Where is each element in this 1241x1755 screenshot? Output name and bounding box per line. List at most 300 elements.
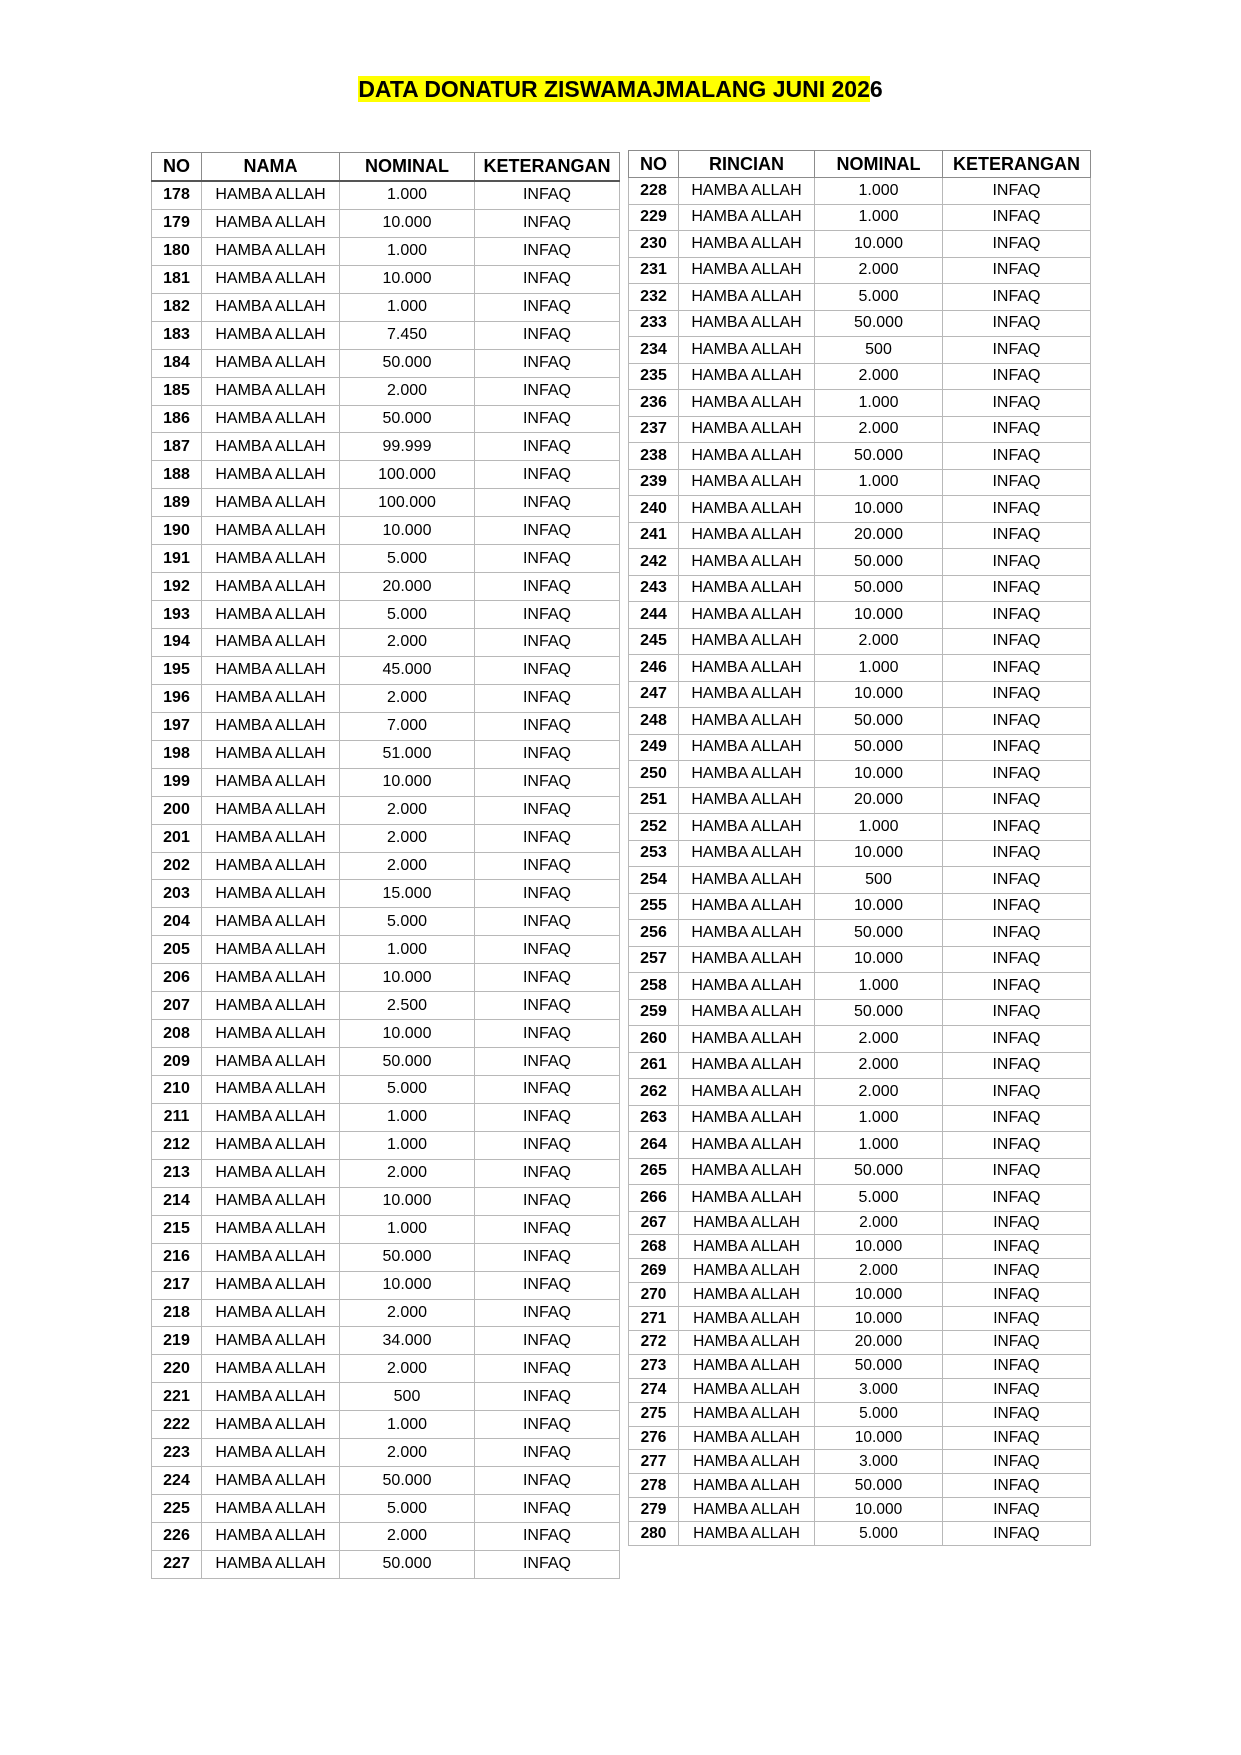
cell-keterangan: INFAQ — [475, 1076, 620, 1104]
cell-no: 214 — [152, 1187, 202, 1215]
cell-keterangan: INFAQ — [943, 575, 1091, 602]
table-body-left — [152, 181, 620, 1578]
cell-name: HAMBA ALLAH — [202, 1020, 340, 1048]
cell-no: 178 — [152, 181, 202, 209]
cell-nominal: 7.450 — [340, 321, 475, 349]
table-row — [629, 549, 1091, 576]
cell-no: 236 — [629, 390, 679, 417]
cell-nominal: 1.000 — [815, 655, 943, 682]
cell-name: HAMBA ALLAH — [202, 684, 340, 712]
cell-name: HAMBA ALLAH — [202, 1467, 340, 1495]
cell-keterangan: INFAQ — [475, 293, 620, 321]
cell-no: 234 — [629, 337, 679, 364]
cell-no: 194 — [152, 629, 202, 657]
cell-nominal: 20.000 — [815, 787, 943, 814]
cell-nominal: 2.000 — [340, 1523, 475, 1551]
cell-nominal: 10.000 — [340, 1187, 475, 1215]
cell-no: 278 — [629, 1474, 679, 1498]
cell-no: 189 — [152, 489, 202, 517]
cell-no: 233 — [629, 310, 679, 337]
table-row — [629, 231, 1091, 258]
cell-keterangan: INFAQ — [475, 1271, 620, 1299]
cell-name: HAMBA ALLAH — [202, 181, 340, 209]
cell-nominal: 1.000 — [815, 973, 943, 1000]
cell-keterangan: INFAQ — [475, 1523, 620, 1551]
cell-no: 246 — [629, 655, 679, 682]
cell-nominal: 10.000 — [340, 768, 475, 796]
cell-no: 211 — [152, 1103, 202, 1131]
table-row — [629, 363, 1091, 390]
cell-name: HAMBA ALLAH — [679, 1426, 815, 1450]
cell-no: 227 — [152, 1550, 202, 1578]
cell-nominal: 10.000 — [815, 1498, 943, 1522]
table-row — [629, 946, 1091, 973]
page-title-highlighted: DATA DONATUR ZISWAMAJMALANG JUNI 202 — [358, 76, 870, 102]
table-row — [629, 390, 1091, 417]
cell-name: HAMBA ALLAH — [679, 1235, 815, 1259]
cell-keterangan: INFAQ — [475, 1355, 620, 1383]
table-row — [152, 656, 620, 684]
cell-nominal: 2.000 — [340, 1355, 475, 1383]
cell-nominal: 2.000 — [340, 684, 475, 712]
cell-no: 273 — [629, 1354, 679, 1378]
table-row — [152, 1048, 620, 1076]
cell-nominal: 2.000 — [340, 1299, 475, 1327]
cell-no: 235 — [629, 363, 679, 390]
cell-no: 228 — [629, 178, 679, 205]
cell-keterangan: INFAQ — [943, 416, 1091, 443]
table-row — [152, 405, 620, 433]
cell-keterangan: INFAQ — [943, 231, 1091, 258]
page-title-rest: 6 — [869, 76, 883, 102]
cell-nominal: 20.000 — [815, 522, 943, 549]
cell-no: 239 — [629, 469, 679, 496]
cell-keterangan: INFAQ — [943, 204, 1091, 231]
cell-keterangan: INFAQ — [943, 1185, 1091, 1212]
table-row — [629, 681, 1091, 708]
cell-name: HAMBA ALLAH — [202, 489, 340, 517]
cell-nominal: 500 — [815, 867, 943, 894]
cell-nominal: 2.000 — [815, 628, 943, 655]
cell-name: HAMBA ALLAH — [202, 964, 340, 992]
cell-nominal: 2.000 — [815, 1026, 943, 1053]
cell-name: HAMBA ALLAH — [679, 893, 815, 920]
cell-keterangan: INFAQ — [475, 656, 620, 684]
cell-no: 203 — [152, 880, 202, 908]
table-row — [629, 1026, 1091, 1053]
cell-keterangan: INFAQ — [943, 787, 1091, 814]
cell-no: 224 — [152, 1467, 202, 1495]
cell-keterangan: INFAQ — [943, 1158, 1091, 1185]
cell-name: HAMBA ALLAH — [202, 1187, 340, 1215]
cell-keterangan: INFAQ — [943, 522, 1091, 549]
cell-nominal: 10.000 — [340, 265, 475, 293]
cell-keterangan: INFAQ — [943, 655, 1091, 682]
cell-keterangan: INFAQ — [475, 321, 620, 349]
cell-name: HAMBA ALLAH — [679, 840, 815, 867]
cell-no: 205 — [152, 936, 202, 964]
cell-name: HAMBA ALLAH — [202, 1271, 340, 1299]
page-title — [356, 74, 884, 104]
cell-no: 255 — [629, 893, 679, 920]
cell-name: HAMBA ALLAH — [202, 265, 340, 293]
table-row — [152, 1076, 620, 1104]
table-row — [152, 237, 620, 265]
cell-keterangan: INFAQ — [475, 545, 620, 573]
cell-no: 261 — [629, 1052, 679, 1079]
table-row — [629, 1283, 1091, 1307]
cell-no: 269 — [629, 1259, 679, 1283]
cell-keterangan: INFAQ — [475, 433, 620, 461]
table-row — [152, 349, 620, 377]
cell-nominal: 1.000 — [815, 390, 943, 417]
table-row — [152, 1411, 620, 1439]
cell-name: HAMBA ALLAH — [679, 257, 815, 284]
table-row — [629, 1450, 1091, 1474]
cell-name: HAMBA ALLAH — [202, 237, 340, 265]
table-row — [152, 1383, 620, 1411]
cell-nominal: 10.000 — [340, 1271, 475, 1299]
cell-keterangan: INFAQ — [943, 443, 1091, 470]
cell-nominal: 45.000 — [340, 656, 475, 684]
table-row — [629, 204, 1091, 231]
cell-name: HAMBA ALLAH — [202, 629, 340, 657]
cell-name: HAMBA ALLAH — [679, 734, 815, 761]
header-keterangan: KETERANGAN — [475, 153, 620, 182]
cell-no: 280 — [629, 1522, 679, 1546]
cell-name: HAMBA ALLAH — [202, 740, 340, 768]
cell-nominal: 50.000 — [815, 443, 943, 470]
header-nama: NAMA — [202, 153, 340, 182]
cell-name: HAMBA ALLAH — [202, 1243, 340, 1271]
cell-keterangan: INFAQ — [943, 496, 1091, 523]
cell-nominal: 50.000 — [815, 1354, 943, 1378]
cell-keterangan: INFAQ — [943, 1522, 1091, 1546]
cell-nominal: 1.000 — [340, 181, 475, 209]
cell-name: HAMBA ALLAH — [202, 545, 340, 573]
cell-keterangan: INFAQ — [475, 1467, 620, 1495]
cell-no: 240 — [629, 496, 679, 523]
table-row — [152, 1355, 620, 1383]
table-row — [152, 1467, 620, 1495]
cell-nominal: 50.000 — [340, 1550, 475, 1578]
cell-keterangan: INFAQ — [943, 1378, 1091, 1402]
table-row — [152, 1159, 620, 1187]
cell-name: HAMBA ALLAH — [202, 293, 340, 321]
cell-name: HAMBA ALLAH — [679, 681, 815, 708]
cell-name: HAMBA ALLAH — [679, 469, 815, 496]
cell-keterangan: INFAQ — [475, 880, 620, 908]
cell-no: 265 — [629, 1158, 679, 1185]
table-row — [152, 712, 620, 740]
cell-nominal: 10.000 — [815, 761, 943, 788]
cell-nominal: 500 — [815, 337, 943, 364]
cell-keterangan: INFAQ — [943, 257, 1091, 284]
table-row — [629, 867, 1091, 894]
cell-keterangan: INFAQ — [475, 1103, 620, 1131]
cell-keterangan: INFAQ — [475, 405, 620, 433]
cell-nominal: 1.000 — [815, 204, 943, 231]
cell-nominal: 10.000 — [340, 209, 475, 237]
cell-keterangan: INFAQ — [475, 992, 620, 1020]
cell-nominal: 20.000 — [815, 1330, 943, 1354]
cell-name: HAMBA ALLAH — [679, 178, 815, 205]
table-row — [629, 178, 1091, 205]
cell-no: 248 — [629, 708, 679, 735]
cell-keterangan: INFAQ — [475, 712, 620, 740]
table-row — [629, 1498, 1091, 1522]
cell-keterangan: INFAQ — [475, 237, 620, 265]
cell-keterangan: INFAQ — [943, 1330, 1091, 1354]
cell-nominal: 51.000 — [340, 740, 475, 768]
cell-name: HAMBA ALLAH — [679, 390, 815, 417]
cell-name: HAMBA ALLAH — [679, 1522, 815, 1546]
cell-no: 181 — [152, 265, 202, 293]
table-row — [629, 1105, 1091, 1132]
cell-nominal: 50.000 — [340, 1467, 475, 1495]
header-rincian: RINCIAN — [679, 151, 815, 178]
cell-nominal: 10.000 — [815, 1426, 943, 1450]
cell-name: HAMBA ALLAH — [679, 1158, 815, 1185]
cell-no: 206 — [152, 964, 202, 992]
cell-nominal: 3.000 — [815, 1378, 943, 1402]
cell-keterangan: INFAQ — [943, 840, 1091, 867]
cell-nominal: 2.500 — [340, 992, 475, 1020]
cell-name: HAMBA ALLAH — [202, 377, 340, 405]
cell-name: HAMBA ALLAH — [202, 768, 340, 796]
cell-keterangan: INFAQ — [943, 549, 1091, 576]
cell-name: HAMBA ALLAH — [202, 824, 340, 852]
cell-no: 195 — [152, 656, 202, 684]
cell-keterangan: INFAQ — [475, 1243, 620, 1271]
cell-keterangan: INFAQ — [475, 768, 620, 796]
cell-nominal: 34.000 — [340, 1327, 475, 1355]
table-row — [152, 1550, 620, 1578]
cell-name: HAMBA ALLAH — [679, 1330, 815, 1354]
cell-nominal: 10.000 — [340, 517, 475, 545]
cell-name: HAMBA ALLAH — [202, 1383, 340, 1411]
cell-nominal: 5.000 — [340, 908, 475, 936]
cell-no: 186 — [152, 405, 202, 433]
cell-keterangan: INFAQ — [943, 1402, 1091, 1426]
table-row — [629, 1402, 1091, 1426]
cell-no: 222 — [152, 1411, 202, 1439]
cell-name: HAMBA ALLAH — [679, 284, 815, 311]
table-row — [152, 824, 620, 852]
header-no: NO — [152, 153, 202, 182]
cell-nominal: 10.000 — [815, 1235, 943, 1259]
table-row — [152, 293, 620, 321]
table-body-right — [629, 178, 1091, 1546]
cell-no: 219 — [152, 1327, 202, 1355]
cell-keterangan: INFAQ — [943, 390, 1091, 417]
cell-name: HAMBA ALLAH — [679, 1052, 815, 1079]
cell-keterangan: INFAQ — [943, 1498, 1091, 1522]
cell-no: 254 — [629, 867, 679, 894]
table-row — [152, 489, 620, 517]
cell-nominal: 2.000 — [815, 363, 943, 390]
cell-name: HAMBA ALLAH — [202, 573, 340, 601]
cell-nominal: 5.000 — [340, 1495, 475, 1523]
table-row — [629, 1426, 1091, 1450]
cell-nominal: 5.000 — [815, 1402, 943, 1426]
cell-name: HAMBA ALLAH — [679, 231, 815, 258]
table-row — [152, 181, 620, 209]
table-header-row — [629, 151, 1091, 178]
cell-nominal: 2.000 — [340, 377, 475, 405]
cell-no: 270 — [629, 1283, 679, 1307]
cell-name: HAMBA ALLAH — [202, 1048, 340, 1076]
cell-name: HAMBA ALLAH — [679, 602, 815, 629]
cell-name: HAMBA ALLAH — [679, 1283, 815, 1307]
cell-no: 271 — [629, 1307, 679, 1331]
table-row — [629, 1474, 1091, 1498]
cell-no: 210 — [152, 1076, 202, 1104]
cell-no: 238 — [629, 443, 679, 470]
cell-keterangan: INFAQ — [475, 1159, 620, 1187]
cell-keterangan: INFAQ — [943, 1235, 1091, 1259]
cell-name: HAMBA ALLAH — [679, 1450, 815, 1474]
cell-name: HAMBA ALLAH — [202, 517, 340, 545]
cell-no: 253 — [629, 840, 679, 867]
cell-no: 256 — [629, 920, 679, 947]
cell-no: 263 — [629, 1105, 679, 1132]
cell-name: HAMBA ALLAH — [202, 1523, 340, 1551]
cell-keterangan: INFAQ — [943, 602, 1091, 629]
cell-name: HAMBA ALLAH — [679, 416, 815, 443]
cell-keterangan: INFAQ — [475, 1048, 620, 1076]
cell-keterangan: INFAQ — [475, 1495, 620, 1523]
table-row — [629, 655, 1091, 682]
cell-name: HAMBA ALLAH — [679, 549, 815, 576]
table-row — [629, 999, 1091, 1026]
cell-nominal: 50.000 — [340, 1048, 475, 1076]
cell-no: 266 — [629, 1185, 679, 1212]
table-row — [629, 840, 1091, 867]
cell-no: 230 — [629, 231, 679, 258]
cell-keterangan: INFAQ — [943, 1307, 1091, 1331]
cell-no: 274 — [629, 1378, 679, 1402]
cell-no: 243 — [629, 575, 679, 602]
cell-no: 223 — [152, 1439, 202, 1467]
table-row — [152, 852, 620, 880]
cell-keterangan: INFAQ — [943, 708, 1091, 735]
cell-name: HAMBA ALLAH — [679, 363, 815, 390]
cell-nominal: 50.000 — [340, 405, 475, 433]
cell-keterangan: INFAQ — [475, 1550, 620, 1578]
cell-no: 196 — [152, 684, 202, 712]
cell-name: HAMBA ALLAH — [202, 908, 340, 936]
cell-nominal: 10.000 — [815, 496, 943, 523]
cell-name: HAMBA ALLAH — [202, 1299, 340, 1327]
cell-name: HAMBA ALLAH — [202, 321, 340, 349]
cell-name: HAMBA ALLAH — [679, 867, 815, 894]
cell-no: 251 — [629, 787, 679, 814]
table-row — [629, 496, 1091, 523]
cell-keterangan: INFAQ — [475, 1131, 620, 1159]
cell-keterangan: INFAQ — [943, 310, 1091, 337]
cell-no: 247 — [629, 681, 679, 708]
table-row — [629, 973, 1091, 1000]
cell-nominal: 20.000 — [340, 573, 475, 601]
cell-keterangan: INFAQ — [943, 284, 1091, 311]
cell-no: 220 — [152, 1355, 202, 1383]
cell-keterangan: INFAQ — [475, 1383, 620, 1411]
cell-name: HAMBA ALLAH — [202, 880, 340, 908]
cell-nominal: 50.000 — [815, 575, 943, 602]
donor-table-right — [628, 150, 1091, 1546]
cell-no: 249 — [629, 734, 679, 761]
cell-keterangan: INFAQ — [943, 469, 1091, 496]
table-row — [152, 1020, 620, 1048]
cell-no: 231 — [629, 257, 679, 284]
cell-keterangan: INFAQ — [475, 601, 620, 629]
table-row — [152, 1439, 620, 1467]
cell-no: 182 — [152, 293, 202, 321]
table-row — [152, 209, 620, 237]
table-row — [629, 284, 1091, 311]
cell-keterangan: INFAQ — [475, 349, 620, 377]
cell-nominal: 15.000 — [340, 880, 475, 908]
table-row — [629, 1378, 1091, 1402]
cell-keterangan: INFAQ — [943, 681, 1091, 708]
cell-keterangan: INFAQ — [943, 734, 1091, 761]
cell-no: 252 — [629, 814, 679, 841]
cell-keterangan: INFAQ — [943, 628, 1091, 655]
cell-nominal: 1.000 — [340, 1103, 475, 1131]
cell-nominal: 2.000 — [815, 1211, 943, 1235]
cell-keterangan: INFAQ — [943, 999, 1091, 1026]
cell-name: HAMBA ALLAH — [679, 204, 815, 231]
cell-no: 215 — [152, 1215, 202, 1243]
cell-nominal: 2.000 — [815, 1079, 943, 1106]
cell-no: 218 — [152, 1299, 202, 1327]
table-row — [629, 337, 1091, 364]
table-row — [629, 1235, 1091, 1259]
cell-no: 262 — [629, 1079, 679, 1106]
table-row — [152, 1187, 620, 1215]
cell-no: 209 — [152, 1048, 202, 1076]
table-row — [152, 1131, 620, 1159]
cell-name: HAMBA ALLAH — [202, 1215, 340, 1243]
cell-nominal: 10.000 — [340, 1020, 475, 1048]
cell-no: 198 — [152, 740, 202, 768]
cell-nominal: 2.000 — [815, 1052, 943, 1079]
cell-name: HAMBA ALLAH — [202, 1159, 340, 1187]
cell-keterangan: INFAQ — [943, 1450, 1091, 1474]
table-row — [152, 517, 620, 545]
table-row — [152, 461, 620, 489]
cell-name: HAMBA ALLAH — [202, 1411, 340, 1439]
cell-keterangan: INFAQ — [475, 740, 620, 768]
cell-no: 257 — [629, 946, 679, 973]
table-row — [152, 1523, 620, 1551]
cell-no: 179 — [152, 209, 202, 237]
cell-keterangan: INFAQ — [943, 178, 1091, 205]
cell-keterangan: INFAQ — [475, 1411, 620, 1439]
table-row — [629, 628, 1091, 655]
cell-name: HAMBA ALLAH — [202, 656, 340, 684]
cell-keterangan: INFAQ — [475, 1439, 620, 1467]
cell-name: HAMBA ALLAH — [202, 349, 340, 377]
table-row — [629, 416, 1091, 443]
table-row — [152, 684, 620, 712]
cell-keterangan: INFAQ — [475, 908, 620, 936]
cell-nominal: 2.000 — [340, 824, 475, 852]
cell-name: HAMBA ALLAH — [202, 1355, 340, 1383]
cell-nominal: 10.000 — [815, 840, 943, 867]
table-row — [629, 1132, 1091, 1159]
